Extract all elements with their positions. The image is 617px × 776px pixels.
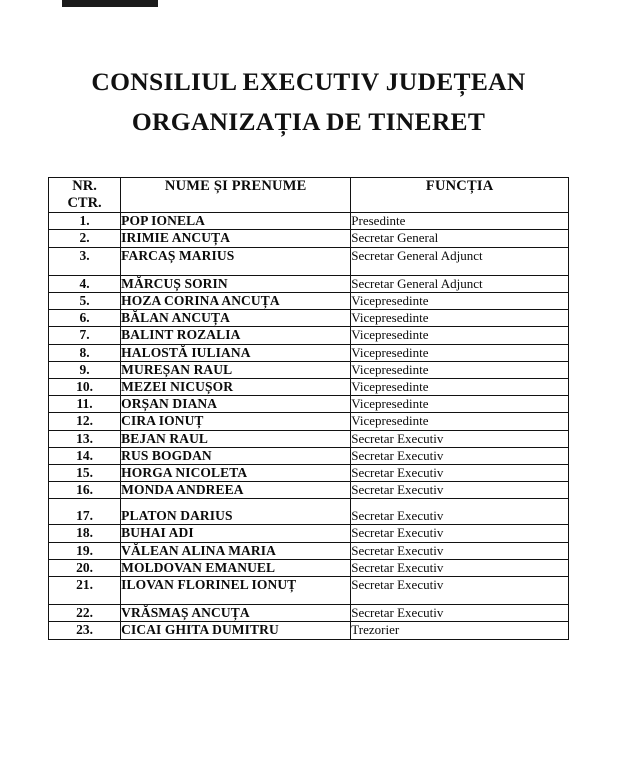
cell-function: Secretar Executiv [351,542,569,559]
cell-number: 7. [49,327,121,344]
cell-function: Secretar Executiv [351,482,569,499]
column-header-number-line1: NR. [72,178,97,195]
cell-name: MEZEI NICUȘOR [121,378,351,395]
cell-function: Secretar Executiv [351,499,569,525]
table-row [49,275,569,292]
cell-function: Presedinte [351,213,569,230]
table-row [49,525,569,542]
cell-function: Vicepresedinte [351,361,569,378]
column-header-number [49,178,121,213]
cell-function: Secretar Executiv [351,447,569,464]
cell-name: RUS BOGDAN [121,447,351,464]
roster-table [48,177,569,640]
table-row [49,622,569,639]
cell-function: Trezorier [351,622,569,639]
cell-number: 11. [49,396,121,413]
cell-function: Secretar Executiv [351,525,569,542]
cell-number: 18. [49,525,121,542]
top-black-mark [62,0,158,7]
column-header-name: NUME ȘI PRENUME [121,178,351,213]
cell-number: 12. [49,413,121,430]
cell-function: Secretar Executiv [351,430,569,447]
table-row [49,430,569,447]
table-row [49,361,569,378]
cell-function: Vicepresedinte [351,327,569,344]
table-row [49,577,569,605]
table-row [49,213,569,230]
table-row [49,605,569,622]
title-line-2: ORGANIZAȚIA DE TINERET [131,106,486,136]
cell-name: PLATON DARIUS [121,499,351,525]
cell-function: Vicepresedinte [351,310,569,327]
table-row [49,247,569,275]
cell-number: 1. [49,213,121,230]
cell-name: BĂLAN ANCUȚA [121,310,351,327]
cell-name: MUREȘAN RAUL [121,361,351,378]
table-header-row [49,178,569,213]
table-row [49,327,569,344]
cell-name: CIRA IONUȚ [121,413,351,430]
cell-number: 10. [49,378,121,395]
title-line-1: CONSILIUL EXECUTIV JUDEȚEAN [91,67,526,96]
cell-function: Secretar Executiv [351,605,569,622]
table-row [49,464,569,481]
cell-number: 6. [49,310,121,327]
cell-function: Vicepresedinte [351,344,569,361]
cell-name: CICAI GHITA DUMITRU [121,622,351,639]
cell-function: Secretar Executiv [351,577,569,605]
cell-number: 5. [49,293,121,310]
cell-number: 23. [49,622,121,639]
cell-name: HORGA NICOLETA [121,464,351,481]
cell-name: BALINT ROZALIA [121,327,351,344]
cell-number: 4. [49,275,121,292]
cell-name: MOLDOVAN EMANUEL [121,559,351,576]
table-row [49,542,569,559]
cell-name: IRIMIE ANCUȚA [121,230,351,247]
cell-name: POP IONELA [121,213,351,230]
cell-number: 13. [49,430,121,447]
cell-function: Vicepresedinte [351,396,569,413]
cell-name: ORȘAN DIANA [121,396,351,413]
table-row [49,499,569,525]
cell-function: Secretar Executiv [351,464,569,481]
cell-name: BUHAI ADI [121,525,351,542]
cell-function: Secretar General [351,230,569,247]
cell-function: Vicepresedinte [351,293,569,310]
cell-name: HOZA CORINA ANCUȚA [121,293,351,310]
table-row [49,230,569,247]
cell-number: 14. [49,447,121,464]
cell-number: 15. [49,464,121,481]
cell-number: 19. [49,542,121,559]
cell-name: VRĂSMAȘ ANCUȚA [121,605,351,622]
cell-name: HALOSTĂ IULIANA [121,344,351,361]
cell-function: Secretar Executiv [351,559,569,576]
table-row [49,447,569,464]
roster-table-body [49,213,569,639]
cell-function: Vicepresedinte [351,378,569,395]
cell-name: FARCAȘ MARIUS [121,247,351,275]
cell-number: 9. [49,361,121,378]
cell-number: 8. [49,344,121,361]
table-row [49,293,569,310]
cell-number: 21. [49,577,121,605]
cell-function: Secretar General Adjunct [351,247,569,275]
cell-name: VĂLEAN ALINA MARIA [121,542,351,559]
document-title [0,0,617,141]
cell-name: ILOVAN FLORINEL IONUȚ [121,577,351,605]
cell-function: Secretar General Adjunct [351,275,569,292]
cell-name: MONDA ANDREEA [121,482,351,499]
cell-number: 3. [49,247,121,275]
cell-number: 22. [49,605,121,622]
column-header-number-line2: CTR. [67,195,102,212]
table-row [49,413,569,430]
column-header-function: FUNCȚIA [351,178,569,213]
table-row [49,310,569,327]
cell-number: 16. [49,482,121,499]
cell-number: 20. [49,559,121,576]
cell-name: BEJAN RAUL [121,430,351,447]
table-row [49,559,569,576]
table-row [49,396,569,413]
cell-number: 2. [49,230,121,247]
table-row [49,378,569,395]
cell-name: MĂRCUȘ SORIN [121,275,351,292]
table-row [49,344,569,361]
cell-number: 17. [49,499,121,525]
roster-table-container [0,177,617,640]
cell-function: Vicepresedinte [351,413,569,430]
table-row [49,482,569,499]
